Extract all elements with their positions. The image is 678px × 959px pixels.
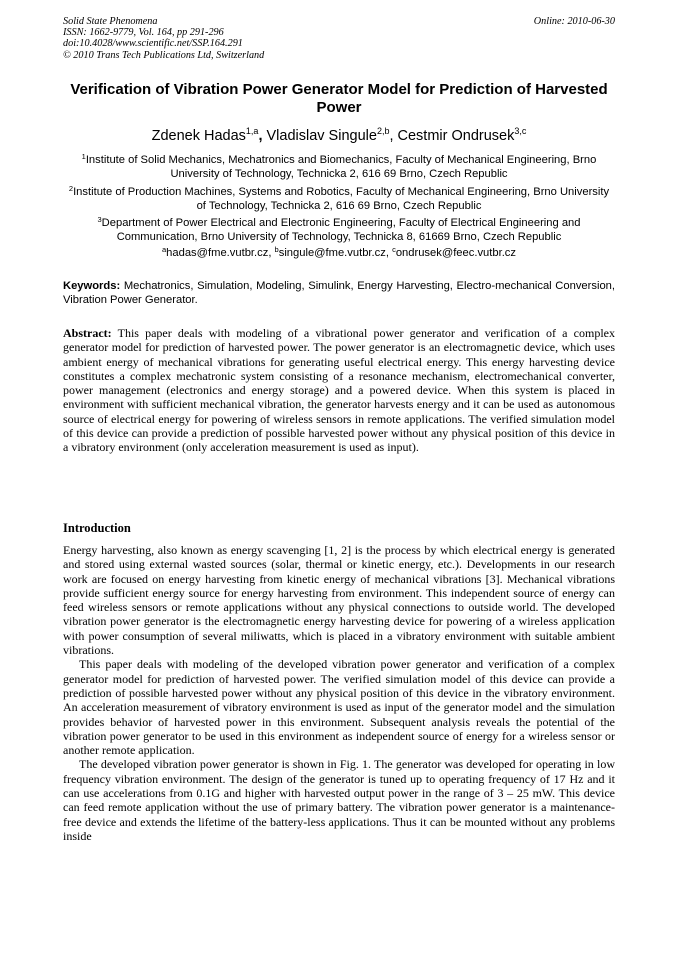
affiliation-sup: 1 <box>81 152 86 161</box>
journal-name: Solid State Phenomena <box>63 16 158 27</box>
keywords <box>63 279 615 308</box>
affiliations <box>63 150 615 245</box>
affiliation <box>63 213 615 245</box>
author-sup: 3,c <box>514 126 527 136</box>
affiliation-sup: 3 <box>97 215 102 225</box>
email-sup: a <box>162 245 167 254</box>
abstract-label: Abstract: <box>63 326 112 340</box>
email-sup: c <box>392 245 396 254</box>
online-date: Online: 2010-06-30 <box>533 16 615 27</box>
author-list: Zdenek Hadas$^{1,a}$, Vladislav Singule$^{2,b}$, Cestmir Ondrusek$^{3,c}$ <box>151 126 527 144</box>
paragraph: The developed vibration power generator is shown in Fig. 1. The generator was developed for operating in low frequency vibration environment. The design of the generator is tuned up to operating frequency of 17 Hz and it can use accelerations from 0.1G and higher with harvested output power in the range of 3 – 25 mW. This device can feed remote application without the use of primary battery. The vibration power generator is a maintenance-free device and extends the lifetime of the battery-less applications. Thus it can be mounted without any problems inside <box>63 757 615 843</box>
copyright: © 2010 Trans Tech Publications Ltd, Switzerland <box>63 49 265 61</box>
email-list: $^a$hadas@fme.vutbr.cz, $^b$singule@fme.vutbr.cz, $^c$ondrusek@feec.vutbr.cz <box>162 245 516 259</box>
email-link[interactable]: singule@fme.vutbr.cz <box>278 247 386 259</box>
journal-header <box>63 16 615 61</box>
author-name: Zdenek Hadas <box>151 128 246 144</box>
paragraph: Energy harvesting, also known as energy scavenging [1, 2] is the process by which electrical energy is generated and stored using external wasted sources (solar, thermal or kinetic energy, etc.). Developments in our research work are focused on energy harvesting from kinetic energy of mechanical vibrations [3]. Mechanical vibrations provide sufficient energy source for energy harvesting from environment. This independent source of energy can feed wireless sensors or remote applications without any physical connections to outside world. The developed vibration power generator is the electromagnetic energy harvesting device for powering of a wireless application with power consumption of several miliwatts, which is placed in a vibratory environment with suitable ambient vibrations. <box>63 543 615 658</box>
author-name: Cestmir Ondrusek <box>397 128 515 144</box>
email-sup: b <box>274 245 279 254</box>
paper-title: Verification of Vibration Power Generator Model for Prediction of Harvested Power <box>70 81 608 116</box>
author-sup: 1,a <box>245 126 259 136</box>
section-heading: Introduction <box>63 521 131 535</box>
doi: doi:10.4028/www.scientific.net/SSP.164.291 <box>63 38 243 50</box>
affiliation-text: Institute of Production Machines, Systems and Robotics, Faculty of Mechanical Engineering, Brno University of Technology, Technicka 2, 616 69 Brno, Czech Republic <box>73 185 610 212</box>
abstract-text: This paper deals with modeling of a vibrational power generator and verification of a complex generator model for prediction of harvested power. The power generator is an electromagnetic device, which uses ambient energy of mechanical vibrations for generating useful electrical energy. This energy harvesting device constitutes a complex mechatronic system consisting of a resonance mechanism, electromechanical converter, power management (electronics and energy storage) and a powered device. When this system is placed in environment with sufficient mechanical vibration, the generator harvests energy and it can be used as autonomous source of electrical energy for powering of wireless sensors in remote applications. The verified simulation model of this device can provide a prediction of possible harvested power without any physical position of this device in a vibratory environment (only acceleration measurement is used as input). <box>63 326 615 455</box>
author-name: Vladislav Singule <box>266 128 377 144</box>
author-sup: 2,b <box>376 126 390 136</box>
email-link[interactable]: ondrusek@feec.vutbr.cz <box>395 247 516 259</box>
abstract <box>63 326 615 455</box>
affiliation-text: Department of Power Electrical and Electronic Engineering, Faculty of Electrical Engineering and Communication, Brno University of Technology, Technicka 8, 61669 Brno, Czech Republic <box>101 217 581 244</box>
affiliation <box>63 182 615 214</box>
issn: ISSN: 1662-9779, Vol. 164, pp 291-296 <box>63 27 224 39</box>
affiliation <box>63 150 615 182</box>
introduction-body <box>63 543 615 843</box>
email-link[interactable]: hadas@fme.vutbr.cz <box>166 247 269 259</box>
keywords-label: Keywords: <box>63 280 121 292</box>
affiliation-text: Institute of Solid Mechanics, Mechatronics and Biomechanics, Faculty of Mechanical Engineering, Brno University of Technology, Technicka 2, 616 69 Brno, Czech Republic <box>85 154 597 181</box>
paragraph: This paper deals with modeling of the developed vibration power generator and verification of a complex generator model for prediction of harvested power. The verified simulation model of this device can provide a prediction of possible harvested power without any physical position of this device in the vibratory environment. An acceleration measurement of vibratory environment is used as input of the generator model and the simulation provides behavior of harvested power in this environment. Subsequent analysis reveals the potential of the vibration power generator to be used in this environment as independent source of energy for a wireless sensor or another remote application. <box>63 657 615 758</box>
keywords-text: Mechatronics, Simulation, Modeling, Simulink, Energy Harvesting, Electro-mechanical Conversion, Vibration Power Generator. <box>63 280 615 307</box>
affiliation-sup: 2 <box>68 183 74 193</box>
